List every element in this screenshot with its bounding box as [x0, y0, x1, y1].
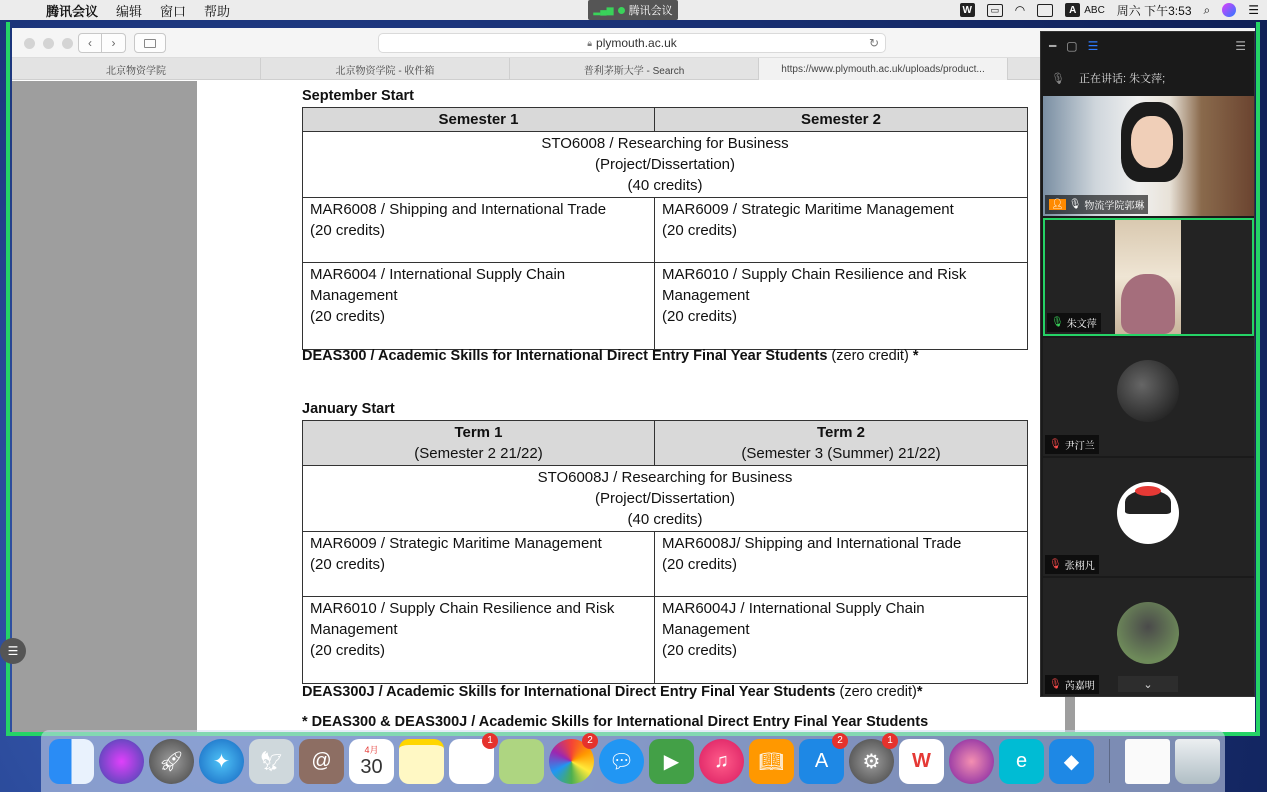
close-window-icon[interactable] [24, 38, 35, 49]
app-store-icon[interactable]: A 2 [799, 739, 844, 784]
badge: 1 [882, 733, 898, 749]
battery-icon[interactable] [1037, 4, 1053, 17]
droplet-app-icon[interactable] [949, 739, 994, 784]
sept-cell [655, 198, 1028, 263]
participant-name: 物流学院郭琳 [1084, 201, 1145, 212]
jan-cell [655, 597, 1028, 684]
mic-icon: 🎙︎ [1051, 72, 1065, 85]
participant-label [1045, 675, 1099, 694]
meeting-panel-toolbar [1041, 32, 1254, 60]
jan-header-sub: (Semester 3 (Summer) 21/22) [741, 445, 941, 462]
tab-1[interactable]: 北京物资学院 [12, 58, 261, 80]
participant-name: 尹汀兰 [1064, 441, 1095, 452]
jan-header-sub: (Semester 2 21/22) [414, 445, 543, 462]
badge: 2 [832, 733, 848, 749]
participant-tile[interactable] [1043, 458, 1254, 576]
cell-line: (20 credits) [662, 308, 738, 325]
menu-app-name[interactable]: 腾讯会议 [46, 3, 99, 19]
minimize-icon[interactable]: ━ [1049, 39, 1057, 53]
jan-header-2 [655, 421, 1028, 466]
maps-icon[interactable] [499, 739, 544, 784]
january-table [302, 420, 1028, 684]
participant-tile[interactable] [1043, 218, 1254, 336]
participant-name: 朱文萍 [1066, 319, 1097, 330]
cell-line: MAR6004J / International Supply Chain [662, 600, 925, 617]
cell-line: (Project/Dissertation) [594, 156, 736, 173]
mic-icon: 🎙︎ [1068, 199, 1082, 210]
deas300j-line [302, 684, 923, 700]
jan-cell [655, 532, 1028, 597]
reminders-icon[interactable] [449, 735, 494, 784]
jan-cell [303, 597, 655, 684]
cell-line: MAR6008 / Shipping and International Trade [310, 201, 607, 218]
minimize-window-icon[interactable] [43, 38, 54, 49]
jan-merged-cell [303, 466, 1028, 532]
participant-label [1045, 195, 1148, 214]
calendar-day: 30 [360, 756, 383, 778]
badge: 1 [482, 733, 498, 749]
jan-header-title: Term 2 [816, 424, 866, 441]
tencent-meeting-icon[interactable]: ◆ [1049, 739, 1094, 784]
calendar-month: 4月 [364, 745, 379, 755]
sept-cell [655, 263, 1028, 350]
cell-line: MAR6004 / International Supply Chain [310, 266, 566, 283]
cell-line: (20 credits) [310, 556, 386, 573]
zoom-window-icon[interactable] [62, 38, 73, 49]
deas300j-star: * [916, 684, 923, 700]
airplay-icon[interactable]: ▭ [987, 4, 1003, 17]
sept-header-1: Semester 1 [303, 108, 655, 132]
deas300j-title: DEAS300J / Academic Skills for International Direct Entry Final Year Students [302, 684, 836, 700]
participant-face [1121, 274, 1175, 334]
books-icon[interactable]: 📖︎ [749, 739, 794, 784]
cell-line: MAR6009 / Strategic Maritime Management [662, 201, 954, 218]
sept-header-2: Semester 2 [655, 108, 1028, 132]
input-source-label[interactable]: ABC [1084, 4, 1105, 16]
cell-line: MAR6008J/ Shipping and International Trade [662, 535, 962, 552]
cell-line: (40 credits) [627, 177, 703, 194]
september-table [302, 107, 1028, 350]
trash-icon[interactable] [1175, 739, 1220, 784]
tab-3[interactable]: 普利茅斯大学 - Search [510, 58, 759, 80]
avatar [1117, 482, 1179, 544]
participant-tile[interactable] [1043, 96, 1254, 216]
recent-document-icon[interactable] [1125, 739, 1170, 784]
window-icon[interactable]: ▢ [1066, 39, 1078, 53]
tab-2[interactable]: 北京物资学院 - 收件箱 [261, 58, 510, 80]
participant-label [1045, 435, 1099, 454]
safari-icon[interactable]: ✦ [199, 739, 244, 784]
mic-icon: 🎙︎ [1051, 317, 1064, 328]
cell-line: (Project/Dissertation) [594, 490, 736, 507]
recording-dot-icon [618, 7, 625, 14]
meeting-indicator-label: 腾讯会议 [628, 5, 673, 17]
avatar [1117, 360, 1179, 422]
jan-header-1 [303, 421, 655, 466]
speaking-bar [1041, 60, 1254, 96]
cell-line: MAR6009 / Strategic Maritime Management [310, 535, 602, 552]
siri-icon[interactable] [1222, 3, 1236, 17]
lock-icon: 🔒︎ [587, 37, 593, 48]
launchpad-icon[interactable]: 🚀︎ [149, 739, 194, 784]
speaking-label: 正在讲话: 朱文萍; [1078, 73, 1166, 85]
cell-line: Management [662, 621, 750, 638]
sept-cell [303, 263, 655, 350]
sept-cell [303, 198, 655, 263]
collapse-icon[interactable]: ☰ [1235, 39, 1246, 53]
wps-icon[interactable]: W [960, 3, 975, 17]
cell-line: Management [310, 621, 398, 638]
participant-tile[interactable] [1043, 578, 1254, 696]
tab-4[interactable]: https://www.plymouth.ac.uk/uploads/product... [759, 58, 1008, 80]
cell-line: MAR6010 / Supply Chain Resilience and Risk [662, 266, 967, 283]
mic-muted-icon: 🎙︎ [1049, 439, 1062, 450]
nav-buttons [78, 33, 126, 53]
menu-edit[interactable]: 编辑 [116, 3, 143, 19]
reload-icon[interactable]: ↻ [868, 36, 879, 50]
deas300-line [302, 348, 918, 364]
menu-window[interactable]: 窗口 [160, 3, 187, 19]
calendar-icon[interactable] [349, 739, 394, 784]
window-controls [24, 38, 73, 49]
list-menu-icon[interactable]: ☰ [0, 638, 26, 664]
messages-icon[interactable]: 💬︎ [599, 739, 644, 784]
photos-icon[interactable] [549, 735, 594, 784]
cell-line: (20 credits) [662, 222, 738, 239]
jan-cell [303, 532, 655, 597]
back-button[interactable]: ‹ [78, 33, 102, 53]
participant-face [1131, 116, 1173, 168]
dock-separator [1109, 739, 1110, 783]
finder-icon[interactable] [49, 739, 94, 784]
music-icon[interactable]: ♫ [699, 739, 744, 784]
notification-center-icon[interactable]: ☰ [1248, 3, 1259, 17]
participant-name: 张栩凡 [1064, 561, 1095, 572]
cell-line: STO6008J / Researching for Business [537, 469, 793, 486]
address-bar[interactable] [378, 33, 886, 53]
address-text: plymouth.ac.uk [596, 36, 677, 50]
siri-icon[interactable] [99, 739, 144, 784]
wifi-icon[interactable]: ◠ [1014, 3, 1026, 17]
list-view-icon[interactable]: ☰ [1087, 39, 1099, 53]
system-preferences-icon[interactable]: ⚙ 1 [849, 739, 894, 784]
preview-icon[interactable]: 🦅︎ [249, 739, 294, 784]
cell-line: STO6008 / Researching for Business [541, 135, 789, 152]
dock [41, 730, 1225, 792]
viewer-margin-left [12, 81, 197, 732]
menu-help[interactable]: 帮助 [204, 3, 231, 19]
notes-icon[interactable] [399, 739, 444, 784]
footnote-line: * DEAS300 & DEAS300J / Academic Skills for International Direct Entry Final Year Students [302, 714, 929, 730]
jan-header-title: Term 1 [454, 424, 503, 441]
cell-line: (20 credits) [662, 556, 738, 573]
sidebar-toggle-button[interactable] [134, 33, 166, 53]
participant-tile[interactable] [1043, 338, 1254, 456]
pdf-page [197, 81, 1065, 732]
cell-line: Management [662, 287, 750, 304]
clock[interactable]: 周六 下午3:53 [1116, 3, 1192, 18]
e-app-icon[interactable]: e [999, 739, 1044, 784]
badge: 2 [582, 733, 598, 749]
cell-line: (20 credits) [310, 308, 386, 325]
deas300-title: DEAS300 / Academic Skills for International Direct Entry Final Year Students [302, 348, 828, 364]
sept-merged-cell [303, 132, 1028, 198]
signal-icon: ▂▄▆ [593, 4, 614, 15]
spotlight-icon[interactable]: ⌕ [1203, 2, 1211, 17]
input-source-icon[interactable]: A [1065, 3, 1080, 17]
participant-label [1045, 555, 1099, 574]
cell-line: Management [310, 287, 398, 304]
meeting-panel [1040, 31, 1255, 697]
january-heading: January Start [302, 401, 395, 417]
deas300j-credit: (zero credit) [835, 684, 917, 700]
sidebar-icon [144, 39, 156, 48]
wps-office-icon[interactable]: W [899, 739, 944, 784]
status-area [960, 0, 1259, 20]
cell-line: (20 credits) [662, 642, 738, 659]
contacts-icon[interactable]: @ [299, 739, 344, 784]
september-heading: September Start [302, 88, 415, 104]
forward-button[interactable]: › [102, 33, 126, 53]
cell-line: MAR6010 / Supply Chain Resilience and Risk [310, 600, 615, 617]
cell-line: (40 credits) [627, 511, 703, 528]
meeting-indicator[interactable] [588, 0, 678, 20]
avatar [1117, 602, 1179, 664]
cell-line: (20 credits) [310, 642, 386, 659]
cell-line: (20 credits) [310, 222, 386, 239]
mic-muted-icon: 🎙︎ [1049, 679, 1062, 690]
participant-name: 芮嘉明 [1064, 681, 1095, 692]
deas300-star: * [912, 348, 919, 364]
menu-bar [0, 0, 1267, 20]
scroll-down-chevron-icon[interactable]: ⌄ [1118, 676, 1178, 692]
participant-label [1047, 313, 1101, 332]
deas300-credit: (zero credit) [827, 348, 913, 364]
facetime-icon[interactable]: ▶ [649, 739, 694, 784]
host-icon: 👤︎ [1051, 199, 1064, 210]
mic-muted-icon: 🎙︎ [1049, 559, 1062, 570]
